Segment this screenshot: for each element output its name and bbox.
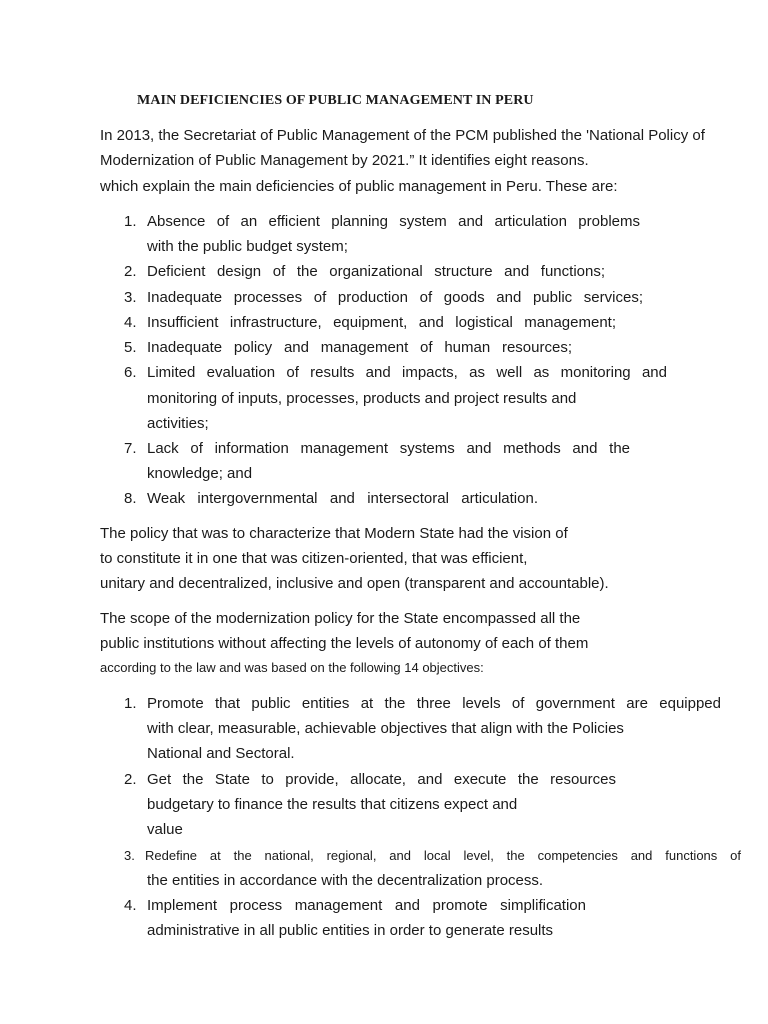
list-item-text: Insufficient infrastructure, equipment, and logistical management;: [147, 314, 616, 331]
list-number: 8.: [124, 490, 137, 507]
list-number: 6.: [124, 364, 137, 381]
list-item-text: the entities in accordance with the decentralization process.: [147, 872, 544, 889]
list-item-text: National and Sectoral.: [147, 745, 295, 762]
list-item-text: Lack of information management systems and methods and the: [147, 440, 630, 457]
list-item-text: Inadequate processes of production of goods and public services;: [147, 289, 643, 306]
list-item-text: Absence of an efficient planning system and articulation problems: [147, 213, 640, 230]
list-item-text: Get the State to provide, allocate, and execute the resources: [147, 771, 616, 788]
list-number: 1.: [124, 695, 137, 712]
list-item-text: activities;: [147, 415, 209, 432]
list-item-text: budgetary to finance the results that citizens expect and: [147, 796, 518, 813]
list-number: 3.: [124, 848, 135, 863]
list-item-text: Limited evaluation of results and impacts, as well as monitoring and: [147, 364, 667, 381]
list-item-text: Implement process management and promote simplification: [147, 897, 586, 914]
intro-line: Modernization of Public Management by 2021.” It identifies eight reasons.: [100, 152, 589, 169]
scope-line: public institutions without affecting the levels of autonomy of each of them: [100, 635, 589, 652]
list-item-text: with clear, measurable, achievable objectives that align with the Policies: [147, 720, 624, 737]
list-item-text: knowledge; and: [147, 465, 253, 482]
list-item-text: Promote that public entities at the three levels of government are equipped: [147, 695, 721, 712]
list-number: 1.: [124, 213, 137, 230]
policy-line: The policy that was to characterize that Modern State had the vision of: [100, 525, 568, 542]
list-number: 7.: [124, 440, 137, 457]
list-item-text: Weak intergovernmental and intersectoral articulation.: [147, 490, 538, 507]
scope-line: The scope of the modernization policy for the State encompassed all the: [100, 610, 581, 627]
list-number: 4.: [124, 314, 137, 331]
list-item-text: Inadequate policy and management of human resources;: [147, 339, 572, 356]
list-number: 2.: [124, 771, 137, 788]
list-item-text: value: [147, 821, 183, 838]
list-item-text: Deficient design of the organizational structure and functions;: [147, 263, 605, 280]
document-title: MAIN DEFICIENCIES OF PUBLIC MANAGEMENT IN PERU: [137, 93, 534, 108]
list-number: 4.: [124, 897, 137, 914]
list-number: 2.: [124, 263, 137, 280]
scope-line: according to the law and was based on the following 14 objectives:: [100, 660, 484, 675]
intro-line: In 2013, the Secretariat of Public Management of the PCM published the 'National Policy of: [100, 127, 705, 144]
list-item-text: Redefine at the national, regional, and local level, the competencies and functions of: [145, 848, 741, 863]
list-item-text: administrative in all public entities in order to generate results: [147, 922, 554, 939]
policy-line: unitary and decentralized, inclusive and open (transparent and accountable).: [100, 575, 609, 592]
list-number: 5.: [124, 339, 137, 356]
list-number: 3.: [124, 289, 137, 306]
intro-line: which explain the main deficiencies of public management in Peru. These are:: [100, 178, 618, 195]
policy-line: to constitute it in one that was citizen-oriented, that was efficient,: [100, 550, 528, 567]
list-item-text: with the public budget system;: [147, 238, 348, 255]
list-item-text: monitoring of inputs, processes, products and project results and: [147, 390, 577, 407]
